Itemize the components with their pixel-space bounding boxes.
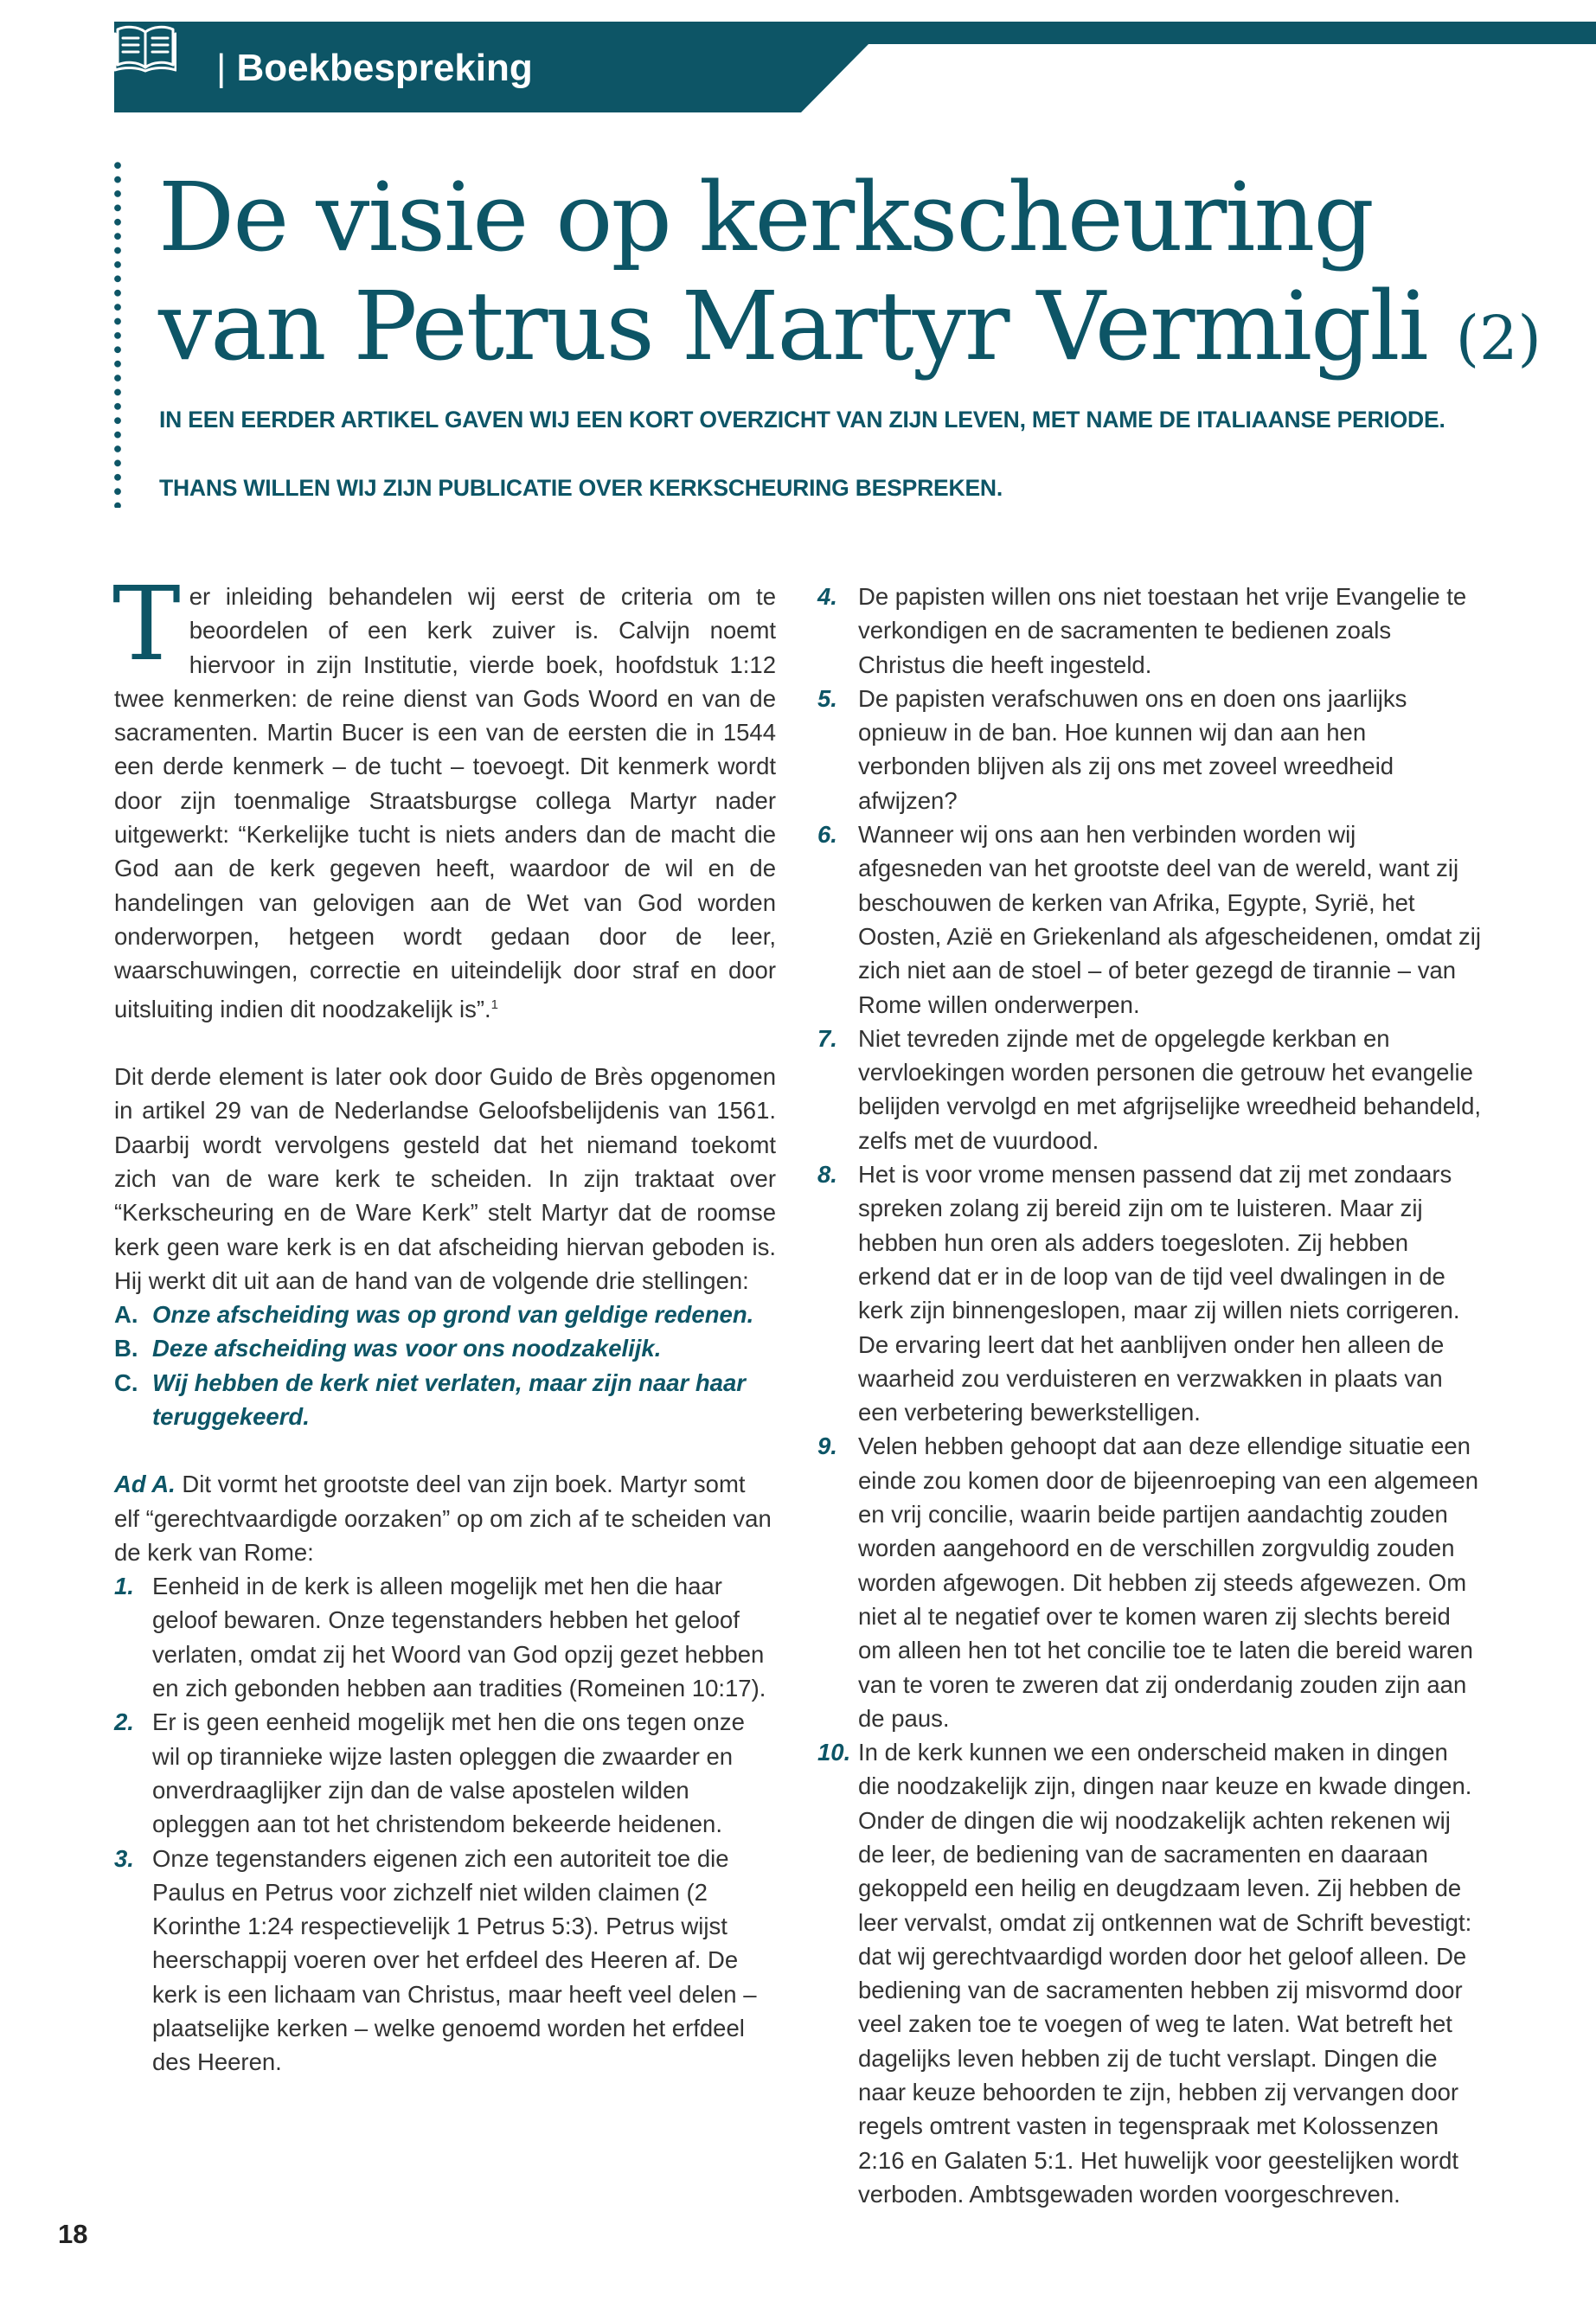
reason-number: 9. [817, 1433, 837, 1460]
reason-item [817, 580, 1484, 682]
reason-text: Velen hebben gehoopt dat aan deze ellendige situatie een einde zou komen door de bijeenroeping van een algemeen en vrij concilie, waarin beide partijen aandachtig zouden worden aangehoord en de verschillen zorgvuldig zouden worden afgewogen. Dit hebben zij steeds afgewezen. Om niet al te negatief over te komen waren zij slechts bereid om alleen hen tot het concilie toe te laten die bereid waren van te voren te zweren dat zij onderdanig zouden zijn aan de paus. [858, 1433, 1479, 1732]
footnote-mark: 1 [490, 997, 498, 1012]
thesis-label: C. [114, 1368, 138, 1396]
column-right [817, 580, 1484, 2211]
paragraph-intro-text: er inleiding behandelen wij eerst de criteria om te beoordelen of een kerk zuiver is. Calvijn noemt hiervoor in zijn Institutie, vierde boek, hoofdstuk 1:12 twee kenmerken: de reine dienst van Gods Woord en van de sacramenten. Martin Bucer is een van de eersten die in 1544 een derde kenmerk – de tucht – toevoegt. Dit kenmerk wordt door zijn toenmalige Straatsburgse collega Martyr nader uitgewerkt: “Kerkelijke tucht is niets anders dan de macht die God aan de kerk gegeven heeft, waardoor de wil en de handelingen van gelovigen aan de Wet van God worden onderworpen, hetgeen wordt gedaan door de leer, waarschuwingen, correctie en uiteindelijk door straf en door uitsluiting indien dit noodzakelijk is”. [114, 583, 776, 1022]
thesis-text: Wij hebben de kerk niet verlaten, maar zijn naar haar teruggekeerd. [152, 1368, 746, 1430]
dotted-rule [113, 158, 122, 508]
reason-number: 10. [817, 1739, 851, 1766]
column-left [112, 564, 776, 2080]
section-label [216, 22, 533, 112]
reason-item [114, 1705, 776, 1841]
reason-number: 5. [817, 684, 837, 712]
title-part-number: (2) [1455, 303, 1542, 374]
reasons-list-right [817, 580, 1484, 2211]
section-divider: | [216, 47, 227, 89]
reason-item [114, 1842, 776, 2080]
reason-text: In de kerk kunnen we een onderscheid maken in dingen die noodzakelijk zijn, dingen naar keuze en kwade dingen. Onder de dingen die wij noodzakelijk achten rekenen wij de leer, de bediening van de sacramenten en daaraan gekoppeld een heilig en deugdzaam leven. Zij hebben de leer vervalst, omdat zij ontkennen wat de Schrift bevestigt: dat wij gerechtvaardigd worden door het geloof alleen. De bediening van de sacramenten hebben zij misvormd door veel zaken toe te voegen of weg te laten. Wat betreft het dagelijks leven hebben zij de tucht verslapt. Dingen die naar keuze behoorden te zijn, hebben zij vervangen door regels omtrent vasten in tegenspraak met Kolossenzen 2:16 en Galaten 5:1. Het huwelijk voor geestelijken wordt verboden. Ambtsgewaden worden voorgeschreven. [858, 1739, 1472, 2208]
thesis-item [114, 1298, 776, 1331]
reason-item [114, 1569, 776, 1705]
reason-text: Eenheid in de kerk is alleen mogelijk met hen die haar geloof bewaren. Onze tegenstanders hebben het geloof verlaten, omdat zij het Woord van God opzij gezet hebben en zich gebonden hebben aan tradities (Romeinen 10:17). [152, 1573, 766, 1702]
reason-item [817, 1157, 1484, 1429]
reason-number: 3. [114, 1844, 134, 1872]
reason-item [817, 682, 1484, 817]
reason-item [817, 1735, 1484, 2211]
title-line-1: De visie op kerkscheuring [158, 162, 1373, 272]
ad-a-text: Dit vormt het grootste deel van zijn boek. Martyr somt elf “gerechtvaardigde oorzaken” op om zich af te scheiden van de kerk van Rome: [114, 1471, 772, 1566]
reason-text: De papisten verafschuwen ons en doen ons jaarlijks opnieuw in de ban. Hoe kunnen wij dan aan hen verbonden blijven als zij ons met zoveel wreedheid afwijzen? [858, 684, 1407, 814]
reason-number: 2. [114, 1708, 134, 1736]
thesis-text: Onze afscheiding was op grond van geldige redenen. [152, 1301, 754, 1329]
paragraph-intro [112, 564, 776, 1026]
reason-number: 8. [817, 1161, 837, 1189]
reason-text: Er is geen eenheid mogelijk met hen die ons tegen onze wil op tirannieke wijze lasten opleggen die zwaarder en onverdraaglijker zijn dan de valse apostelen wilden opleggen aan tot het christendom bekeerde heidenen. [152, 1708, 745, 1838]
title-line-2: van Petrus Martyr Vermigli [158, 271, 1427, 381]
drop-cap: T [112, 564, 181, 683]
article-title [158, 163, 1577, 393]
reason-number: 1. [114, 1573, 134, 1600]
reasons-list-left [114, 1569, 776, 2079]
reason-number: 4. [817, 583, 837, 610]
thesis-label: B. [114, 1335, 138, 1362]
thesis-item [114, 1366, 776, 1434]
thesis-item [114, 1331, 776, 1365]
reason-text: Niet tevreden zijnde met de opgelegde kerkban en vervloekingen worden personen die getrouw het evangelie belijden vervolgd en met afgrijselijke wreedheid behandeld, zelfs met de vuurdood. [858, 1024, 1482, 1154]
reason-item [817, 1429, 1484, 1735]
reason-number: 6. [817, 821, 837, 849]
thesis-list [114, 1298, 776, 1433]
section-banner [114, 22, 1596, 112]
reason-text: De papisten willen ons niet toestaan het vrije Evangelie te verkondigen en de sacramenten te bedienen zoals Christus die heeft ingesteld. [858, 583, 1467, 678]
section-title: Boekbespreking [236, 47, 533, 89]
reason-item [817, 1022, 1484, 1157]
reason-text: Onze tegenstanders eigenen zich een autoriteit toe die Paulus en Petrus voor zichzelf niet wilden claimen (2 Korinthe 1:24 respectievelijk 1 Petrus 5:3). Petrus wijst heerschappij voeren over het erfdeel des Heeren af. De kerk is een lichaam van Christus, maar heeft veel delen – plaatselijke kerken – welke genoemd worden het erfdeel des Heeren. [152, 1844, 757, 2076]
reason-text: Het is voor vrome mensen passend dat zij met zondaars spreken zolang zij bereid zijn om te luisteren. Maar zij hebben hun oren als adders toegesloten. Zij hebben erkend dat er in de loop van de tijd veel dwalingen in de kerk zijn binnengeslopen, maar zij willen niets corrigeren. De ervaring leert dat het aanblijven onder hen alleen de waarheid zou verduisteren en verzwakken in plaats van een verbetering bewerkstelligen. [858, 1161, 1460, 1426]
open-book-icon [114, 22, 176, 74]
paragraph-theses-intro: Dit derde element is later ook door Guido de Brès opgenomen in artikel 29 van de Nederlandse Geloofsbelijdenis van 1561. Daarbij wordt vervolgens gesteld dat het niemand toekomt zich van de ware kerk te scheiden. In zijn traktaat over “Kerkscheuring en de Ware Kerk” stelt Martyr dat de roomse kerk geen ware kerk is en dat afscheiding hiervan geboden is. Hij werkt dit uit aan de hand van de volgende drie stellingen: [114, 1063, 776, 1294]
ad-a-label: Ad A. [114, 1471, 176, 1498]
reason-item [817, 817, 1484, 1022]
thesis-text: Deze afscheiding was voor ons noodzakelijk. [152, 1335, 662, 1362]
page-number: 18 [58, 2219, 88, 2249]
reason-text: Wanneer wij ons aan hen verbinden worden wij afgesneden van het grootste deel van de wereld, want zij beschouwen de kerken van Afrika, Egypte, Syrië, het Oosten, Azië en Griekenland als afgescheidenen, omdat zij zich niet aan de stoel – of beter gezegd de tirannie – van Rome willen onderwerpen. [858, 821, 1482, 1018]
intro-line-1: IN EEN EERDER ARTIKEL GAVEN WIJ EEN KORT OVERZICHT VAN ZIJN LEVEN, MET NAME DE ITALIAANSE PERIODE. [159, 407, 1445, 433]
thesis-label: A. [114, 1301, 138, 1329]
reason-number: 7. [817, 1024, 837, 1052]
intro-line-2: THANS WILLEN WIJ ZIJN PUBLICATIE OVER KERKSCHEURING BESPREKEN. [159, 475, 1003, 501]
paragraph-ad-a [114, 1467, 776, 1569]
